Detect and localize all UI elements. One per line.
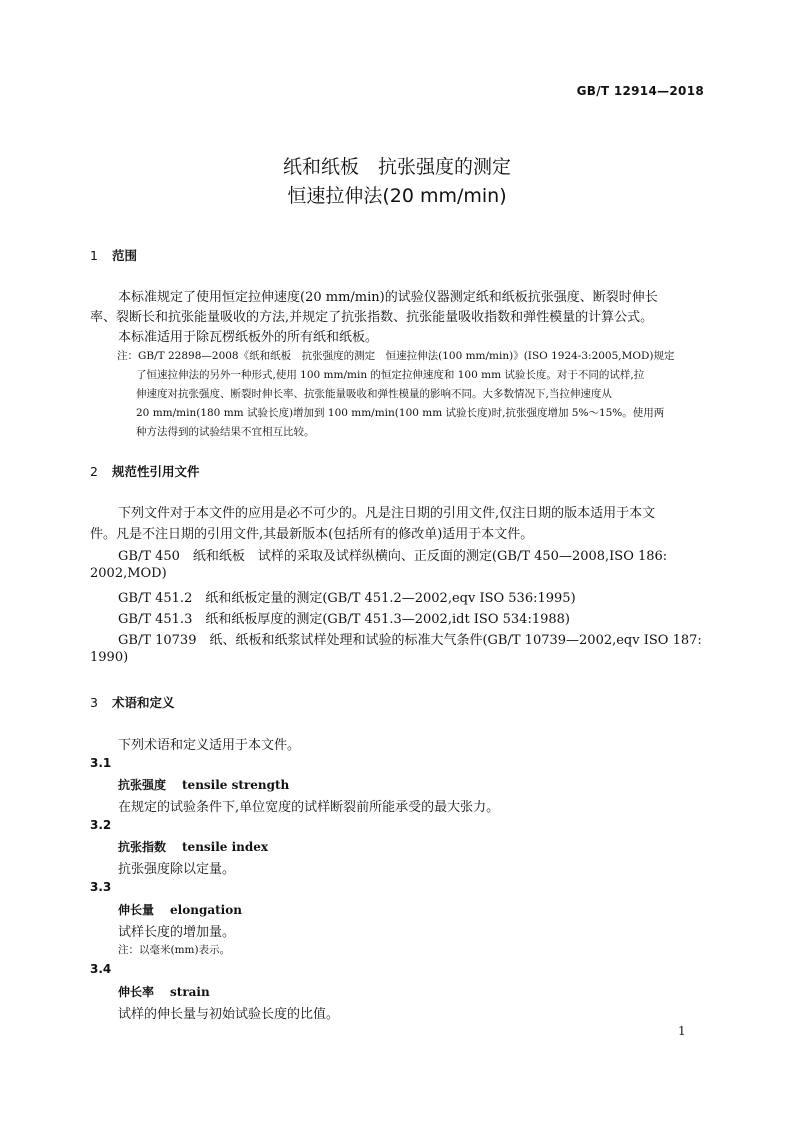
s1-note-line: 了恒速拉伸法的另外一种形式,使用 100 mm/min 的恒定拉伸速度和 100 mm 试验长度。对于不同的试样,拉 [136, 369, 645, 381]
term-number: 3.2 [90, 818, 112, 832]
reference-item: GB/T 451.2 纸和纸板定量的测定(GB/T 451.2—2002,eqv ISO 536:1995) [118, 591, 576, 606]
title-line-1: 纸和纸板 抗张强度的测定 [282, 156, 511, 178]
reference-item-cont: 2002,MOD) [90, 566, 167, 581]
s1-paragraph-line: 本标准适用于除瓦楞纸板外的所有纸和纸板。 [118, 330, 379, 345]
s3-intro: 下列术语和定义适用于本文件。 [118, 738, 301, 753]
section-1-title: 范围 [112, 248, 138, 263]
term-en: tensile index [182, 840, 269, 854]
term-number: 3.3 [90, 880, 112, 894]
section-1-heading [90, 246, 137, 264]
term-definition: 在规定的试验条件下,单位宽度的试样断裂前所能承受的最大张力。 [118, 800, 500, 815]
term-number: 3.4 [90, 962, 112, 976]
section-3-title: 术语和定义 [112, 695, 175, 710]
section-3-number: 3 [90, 695, 98, 710]
s1-note-line: 伸速度对抗张强度、断裂时伸长率、抗张能量吸收和弹性模量的影响不同。大多数情况下,当拉伸速度从 [136, 388, 612, 400]
term-definition: 试样的伸长量与初始试验长度的比值。 [118, 1007, 340, 1022]
term-definition: 抗张强度除以定量。 [118, 862, 236, 877]
term-en: tensile strength [182, 778, 290, 792]
term-heading [118, 776, 289, 793]
reference-item-cont: 1990) [90, 650, 129, 665]
term-number: 3.1 [90, 756, 112, 770]
term-zh: 伸长率 [118, 985, 155, 999]
term-note: 注：以毫米(mm)表示。 [118, 944, 231, 956]
section-2-title: 规范性引用文件 [112, 464, 200, 479]
s1-paragraph-line: 本标准规定了使用恒定拉伸速度(20 mm/min)的试验仪器测定纸和纸板抗张强度、断裂时伸长 [118, 290, 658, 305]
term-heading [118, 838, 268, 855]
term-en: strain [170, 985, 210, 999]
section-2-number: 2 [90, 464, 98, 479]
s1-paragraph-line: 率、裂断长和抗张能量吸收的方法,并规定了抗张指数、抗张能量吸收指数和弹性模量的计算公式。 [90, 310, 654, 325]
section-1-number: 1 [90, 248, 98, 263]
term-heading [118, 901, 242, 918]
s2-paragraph-line: 下列文件对于本文件的应用是必不可少的。凡是注日期的引用文件,仅注日期的版本适用于本文 [118, 506, 656, 521]
page-number: 1 [678, 1024, 686, 1038]
reference-item: GB/T 451.3 纸和纸板厚度的测定(GB/T 451.3—2002,idt ISO 534:1988) [118, 612, 570, 627]
s2-paragraph-line: 件。凡是不注日期的引用文件,其最新版本(包括所有的修改单)适用于本文件。 [90, 527, 534, 542]
term-zh: 伸长量 [118, 903, 155, 917]
term-zh: 抗张指数 [118, 840, 167, 854]
s1-note-line: 注：GB/T 22898—2008《纸和纸板 抗张强度的测定 恒速拉伸法(100 mm/min)》(ISO 1924-3:2005,MOD)规定 [117, 350, 675, 362]
standard-code: GB/T 12914—2018 [576, 84, 704, 98]
term-en: elongation [170, 903, 242, 917]
s1-note-line: 种方法得到的试验结果不宜相互比较。 [136, 426, 315, 438]
section-2-heading [90, 462, 200, 480]
title-line-2: 恒速拉伸法(20 mm/min) [287, 185, 507, 207]
term-zh: 抗张强度 [118, 778, 167, 792]
term-definition: 试样长度的增加量。 [118, 925, 236, 940]
reference-item: GB/T 10739 纸、纸板和纸浆试样处理和试验的标准大气条件(GB/T 10739—2002,eqv ISO 187: [118, 633, 702, 648]
section-3-heading [90, 693, 175, 711]
term-heading [118, 983, 210, 1000]
s1-note-line: 20 mm/min(180 mm 试验长度)增加到 100 mm/min(100 mm 试验长度)时,抗张强度增加 5%～15%。使用两 [136, 407, 665, 419]
reference-item: GB/T 450 纸和纸板 试样的采取及试样纵横向、正反面的测定(GB/T 450—2008,ISO 186: [118, 549, 668, 564]
